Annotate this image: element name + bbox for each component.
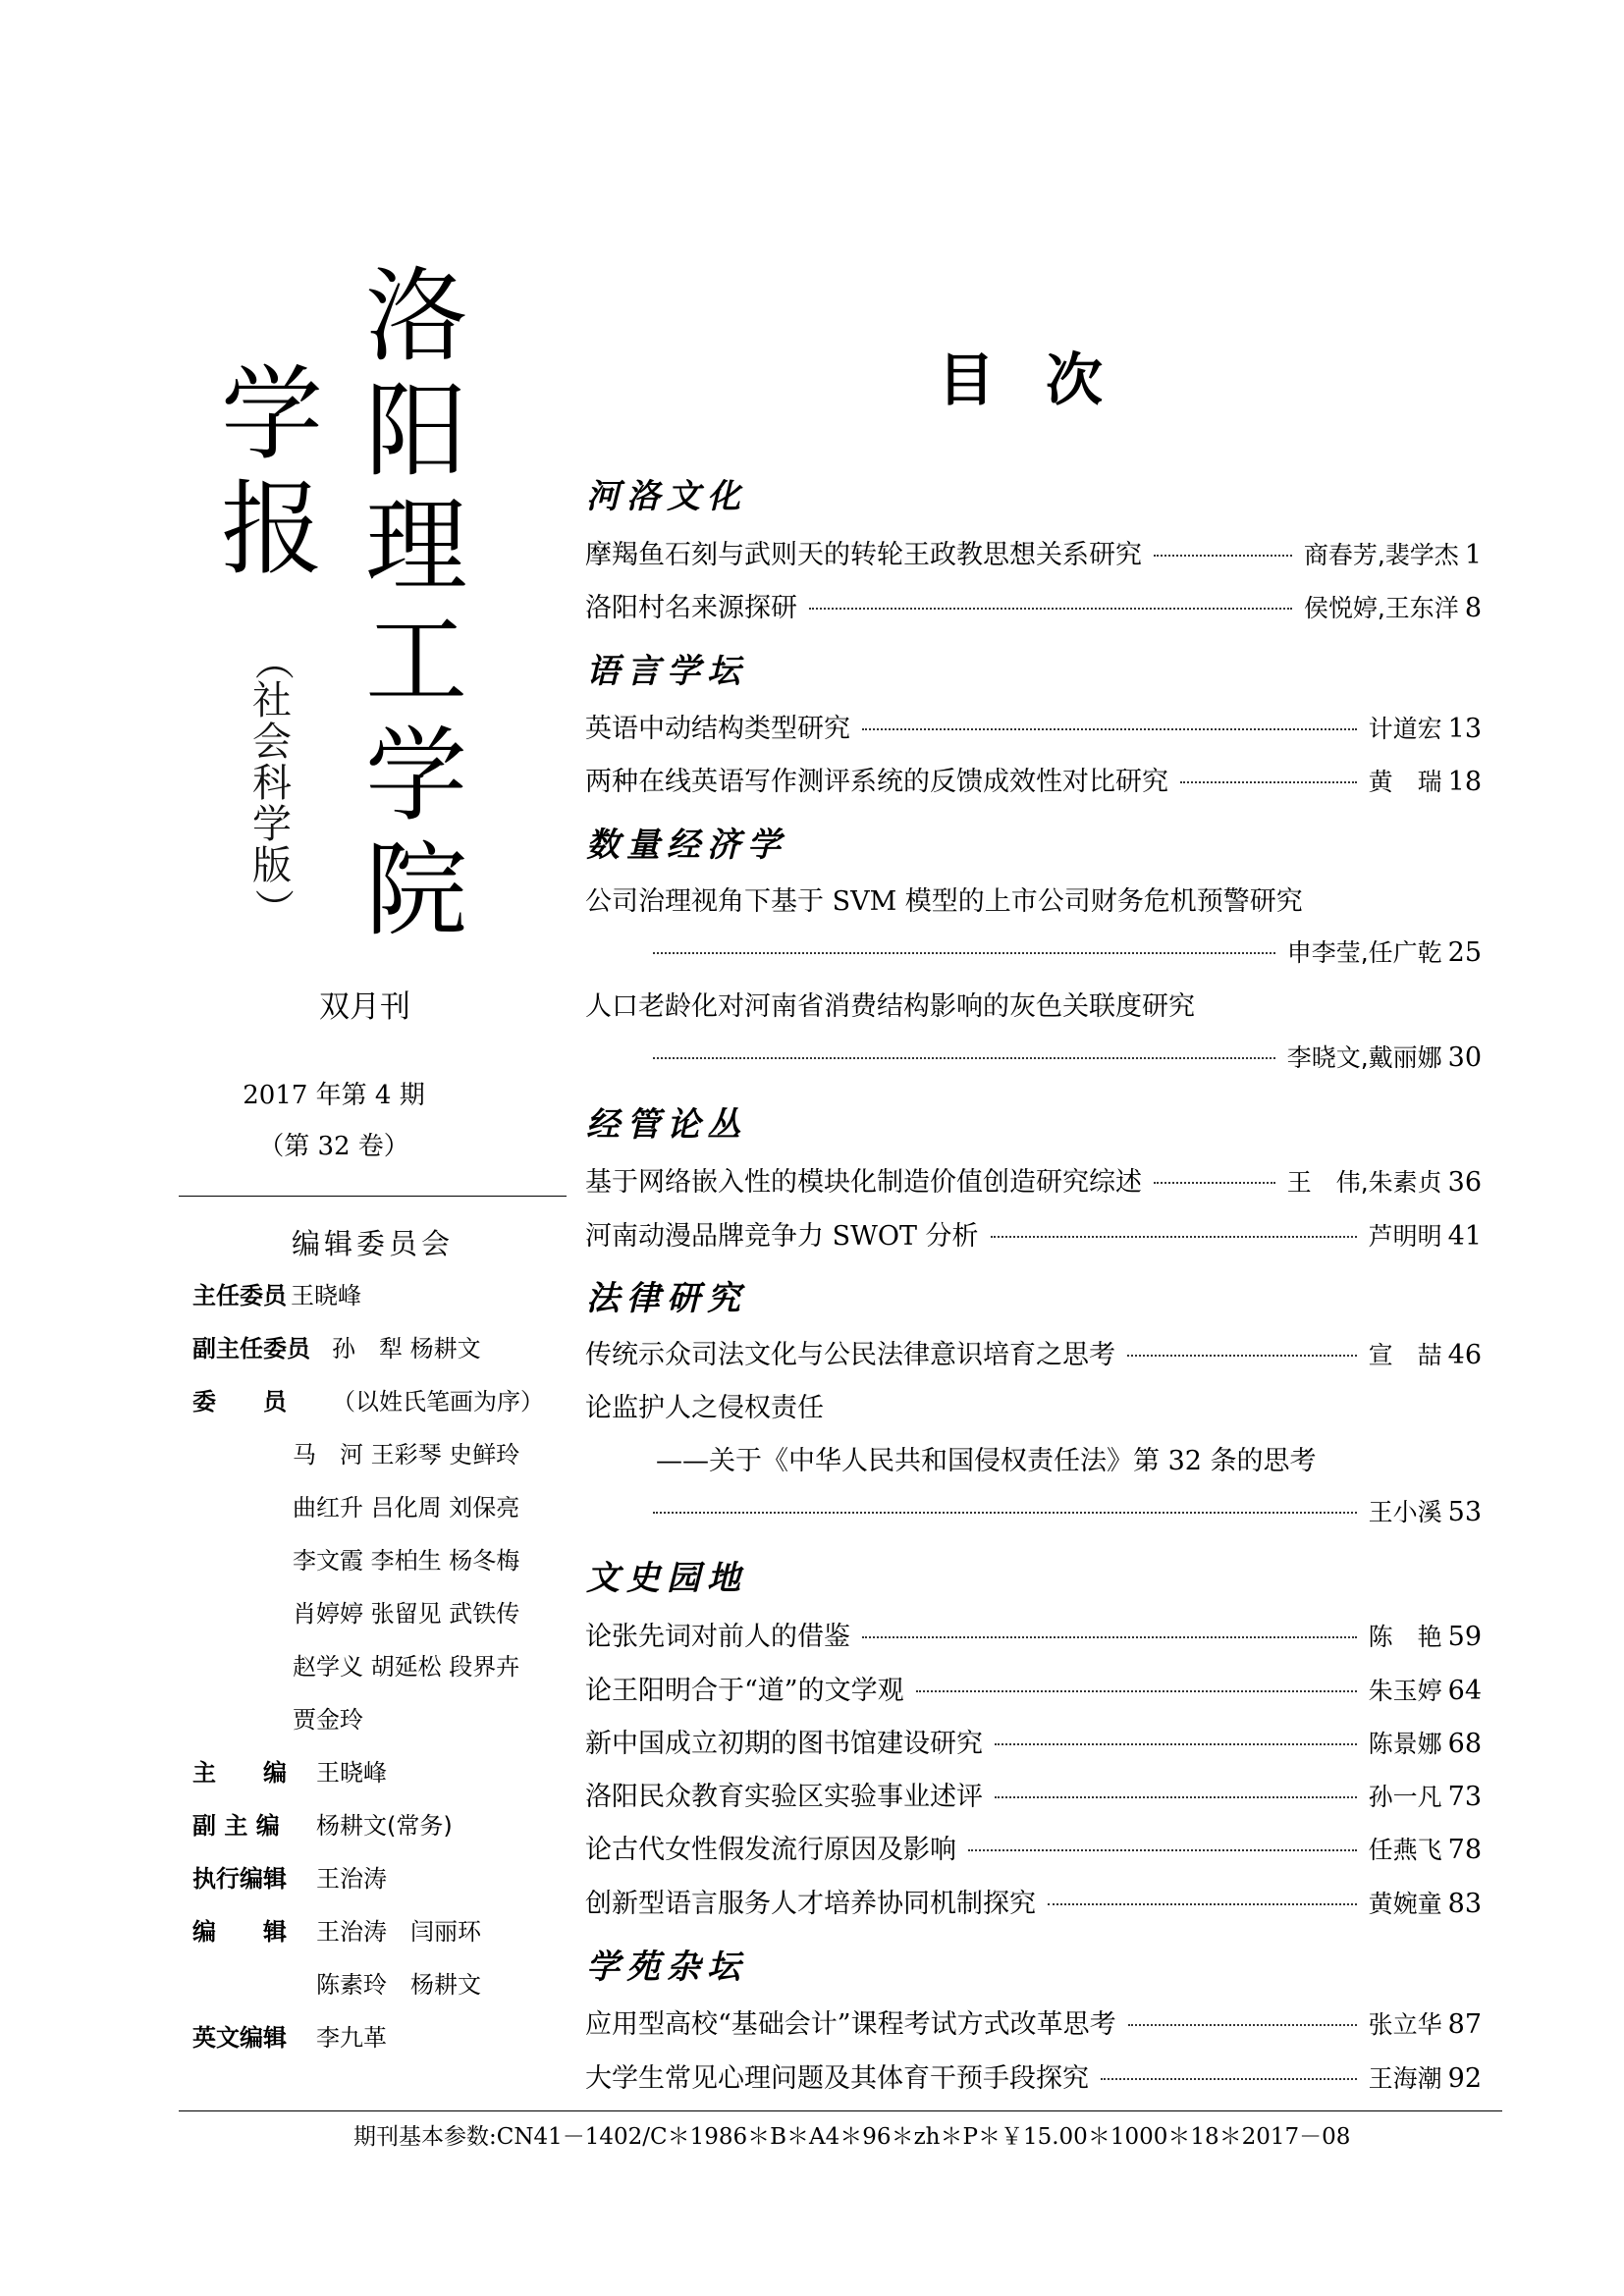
board-names: 王晓峰 [291, 1282, 361, 1309]
board-names: 杨耕文(常务) [316, 1812, 453, 1840]
entry-page: 87 [1447, 2009, 1482, 2040]
board-role: 编 辑 [192, 1918, 287, 1946]
entry-author: 宣 喆 [1368, 1341, 1442, 1369]
entry-page: 59 [1447, 1622, 1482, 1652]
entry-author: 陈景娜 [1368, 1730, 1442, 1758]
leader-dots [653, 1057, 1275, 1059]
entry-author: 王海潮 [1368, 2064, 1442, 2093]
section-heading: 语言学坛 [586, 652, 747, 691]
leader-dots [1180, 781, 1357, 783]
publication-frequency: 双月刊 [319, 989, 410, 1025]
entry-page: 53 [1447, 1497, 1482, 1527]
board-row [293, 1488, 519, 1522]
entry-page: 64 [1447, 1676, 1482, 1706]
leader-dots [995, 1796, 1357, 1798]
journal-parameters: 期刊基本参数:CN41－1402/C＊1986＊B＊A4＊96＊zh＊P＊￥15.00＊1000＊18＊2017－08 [353, 2124, 1351, 2150]
entry-title: 大学生常见心理问题及其体育干预手段探究 [585, 2063, 1089, 2094]
leader-dots [916, 1690, 1357, 1692]
leader-dots [1154, 1182, 1275, 1184]
leader-dots [862, 728, 1357, 730]
leader-dots [1127, 1355, 1357, 1357]
board-names: 王治涛 闫丽环 [316, 1918, 481, 1946]
section-heading: 数量经济学 [586, 826, 787, 865]
leader-dots [1101, 2078, 1357, 2080]
board-row [192, 1912, 481, 1947]
entry-title: 洛阳村名来源探研 [585, 593, 797, 623]
entry-page: 25 [1447, 937, 1482, 968]
entry-title: 论古代女性假发流行原因及影响 [585, 1835, 956, 1865]
leader-dots [1128, 2024, 1357, 2026]
volume-number: （第 32 卷） [258, 1132, 409, 1161]
edition-char: （ [250, 641, 296, 680]
entry-title: 传统示众司法文化与公民法律意识培育之思考 [585, 1340, 1115, 1370]
entry-page: 1 [1464, 540, 1482, 570]
toc-entry[interactable] [585, 707, 1482, 746]
toc-entry[interactable] [585, 1722, 1482, 1761]
entry-title: 论王阳明合于“道”的文学观 [585, 1676, 904, 1706]
entry-author: 王小溪 [1368, 1498, 1442, 1526]
board-row [192, 1382, 544, 1416]
board-role: 英文编辑 [192, 2024, 287, 2052]
toc-entry[interactable] [585, 2056, 1482, 2096]
entry-page: 18 [1447, 767, 1482, 797]
board-names: 曲红升 吕化周 刘保亮 [293, 1494, 520, 1522]
entry-author: 王 伟,朱素贞 [1286, 1168, 1442, 1197]
journal-edition [250, 640, 296, 929]
toc-title: 目次 [938, 347, 1155, 413]
board-row [192, 1276, 361, 1310]
leader-dots [862, 1636, 1357, 1638]
board-names: 王晓峰 [316, 1759, 387, 1787]
board-row [293, 1647, 519, 1682]
board-row [293, 1594, 519, 1629]
toc-entry[interactable] [653, 1493, 1482, 1532]
entry-subtitle: ——关于《中华人民共和国侵权责任法》第 32 条的思考 [656, 1446, 1317, 1476]
entry-title: 基于网络嵌入性的模块化制造价值创造研究综述 [585, 1167, 1142, 1198]
entry-author: 孙一凡 [1368, 1783, 1442, 1811]
leader-dots [968, 1849, 1357, 1851]
board-names: （以姓氏笔画为序） [332, 1388, 544, 1415]
entry-title: 新中国成立初期的图书馆建设研究 [585, 1729, 983, 1759]
entry-author: 申李莹,任广乾 [1286, 938, 1442, 967]
edition-char: 会 [252, 720, 292, 765]
title-char: 学 [365, 716, 468, 835]
board-role: 委 员 [192, 1388, 287, 1415]
entry-title: 创新型语言服务人才培养协同机制探究 [585, 1889, 1036, 1919]
leader-dots [653, 1512, 1357, 1514]
entry-title: 两种在线英语写作测评系统的反馈成效性对比研究 [585, 767, 1168, 797]
entry-page: 13 [1447, 714, 1482, 744]
section-heading: 河洛文化 [586, 477, 747, 516]
toc-entry[interactable] [585, 533, 1482, 572]
entry-author: 张立华 [1368, 2010, 1442, 2039]
toc-entry[interactable] [585, 1882, 1482, 1921]
footer-divider [179, 2110, 1502, 2111]
toc-entry[interactable] [585, 2002, 1482, 2042]
entry-page: 92 [1447, 2063, 1482, 2094]
entry-author: 侯悦婷,王东洋 [1303, 594, 1459, 622]
entry-page: 68 [1447, 1729, 1482, 1759]
edition-char: 科 [252, 761, 292, 806]
section-heading: 学苑杂坛 [586, 1948, 747, 1987]
board-row [293, 1700, 363, 1735]
entry-author: 黄 瑞 [1368, 768, 1442, 796]
entry-author: 朱玉婷 [1368, 1677, 1442, 1705]
board-row [316, 1965, 481, 2000]
board-role: 主任委员 [192, 1282, 287, 1309]
toc-entry[interactable] [653, 934, 1482, 973]
entry-author: 黄婉童 [1368, 1890, 1442, 1918]
entry-title: 论张先词对前人的借鉴 [585, 1622, 850, 1652]
entry-author: 计道宏 [1368, 715, 1442, 743]
title-char: 洛 [365, 256, 468, 376]
entry-page: 41 [1447, 1221, 1482, 1252]
edition-char: 社 [252, 678, 292, 723]
leader-dots [991, 1236, 1357, 1238]
entry-title: 洛阳民众教育实验区实验事业述评 [585, 1782, 983, 1812]
board-names: 王治涛 [316, 1865, 387, 1893]
leader-dots [1048, 1903, 1357, 1905]
title-char: 院 [365, 830, 468, 950]
entry-title: 英语中动结构类型研究 [585, 714, 850, 744]
toc-entry[interactable] [585, 1775, 1482, 1814]
issue-number: 2017 年第 4 期 [243, 1081, 425, 1110]
divider [179, 1196, 567, 1197]
board-role: 副主任委员 [192, 1335, 310, 1362]
entry-page: 73 [1447, 1782, 1482, 1812]
board-names: 肖婷婷 张留见 武铁传 [293, 1600, 520, 1628]
entry-page: 36 [1447, 1167, 1482, 1198]
toc-entry[interactable] [585, 1160, 1482, 1200]
board-names: 贾金玲 [293, 1706, 363, 1734]
entry-page: 46 [1447, 1340, 1482, 1370]
entry-title[interactable]: 公司治理视角下基于 SVM 模型的上市公司财务危机预警研究 [585, 886, 1303, 917]
board-row [192, 1806, 453, 1841]
board-names: 马 河 王彩琴 史鲜玲 [293, 1441, 520, 1468]
entry-title: 应用型高校“基础会计”课程考试方式改革思考 [585, 2009, 1116, 2040]
toc-entry[interactable] [653, 1039, 1482, 1078]
toc-entry[interactable] [585, 586, 1482, 625]
entry-page: 83 [1447, 1889, 1482, 1919]
board-names: 孙 犁 杨耕文 [332, 1335, 481, 1362]
leader-dots [653, 952, 1275, 954]
board-role: 主 编 [192, 1759, 287, 1787]
section-heading: 文史园地 [586, 1559, 747, 1598]
journal-title [365, 256, 468, 954]
board-row [192, 2018, 387, 2053]
journal-title-suffix [221, 354, 324, 593]
leader-dots [995, 1743, 1357, 1745]
board-row [293, 1541, 519, 1575]
toc-entry[interactable] [585, 1669, 1482, 1708]
section-heading: 经管论丛 [586, 1105, 747, 1145]
entry-page: 78 [1447, 1835, 1482, 1865]
board-names: 李文霞 李柏生 杨冬梅 [293, 1547, 520, 1575]
entry-page: 30 [1447, 1042, 1482, 1073]
entry-author: 李晓文,戴丽娜 [1286, 1043, 1442, 1072]
section-heading: 法律研究 [586, 1279, 747, 1318]
entry-page: 8 [1464, 593, 1482, 623]
board-names: 陈素玲 杨耕文 [316, 1971, 481, 1999]
board-title: 编辑委员会 [291, 1227, 454, 1260]
title-char: 阳 [365, 371, 468, 491]
entry-title: 摩羯鱼石刻与武则天的转轮王政教思想关系研究 [585, 540, 1142, 570]
entry-author: 陈 艳 [1368, 1623, 1442, 1651]
entry-title[interactable]: 人口老龄化对河南省消费结构影响的灰色关联度研究 [585, 991, 1195, 1022]
toc-entry[interactable] [585, 1615, 1482, 1654]
title-char: 工 [365, 601, 468, 721]
toc-entry[interactable] [585, 1828, 1482, 1867]
leader-dots [809, 608, 1292, 610]
title-char: 理 [365, 486, 468, 606]
board-row [293, 1435, 519, 1469]
toc-entry[interactable] [585, 1333, 1482, 1372]
board-names: 赵学义 胡延松 段界卉 [293, 1653, 520, 1681]
board-names: 李九革 [316, 2024, 387, 2052]
leader-dots [1154, 555, 1292, 557]
board-row [192, 1329, 481, 1363]
edition-char: ） [250, 888, 296, 928]
board-row [192, 1859, 387, 1894]
entry-title: 河南动漫品牌竞争力 SWOT 分析 [585, 1221, 979, 1252]
entry-author: 芦明明 [1368, 1222, 1442, 1251]
entry-title[interactable]: 论监护人之侵权责任 [585, 1393, 824, 1423]
board-row [192, 1753, 387, 1788]
title-char: 报 [221, 469, 324, 589]
toc-entry[interactable] [585, 760, 1482, 799]
entry-author: 商春芳,裴学杰 [1303, 541, 1459, 569]
edition-char: 学 [252, 802, 292, 847]
entry-author: 任燕飞 [1368, 1836, 1442, 1864]
edition-char: 版 [252, 843, 292, 888]
title-char: 学 [221, 354, 324, 474]
toc-entry[interactable] [585, 1214, 1482, 1254]
board-role: 副 主 编 [192, 1812, 280, 1840]
board-role: 执行编辑 [192, 1865, 287, 1893]
